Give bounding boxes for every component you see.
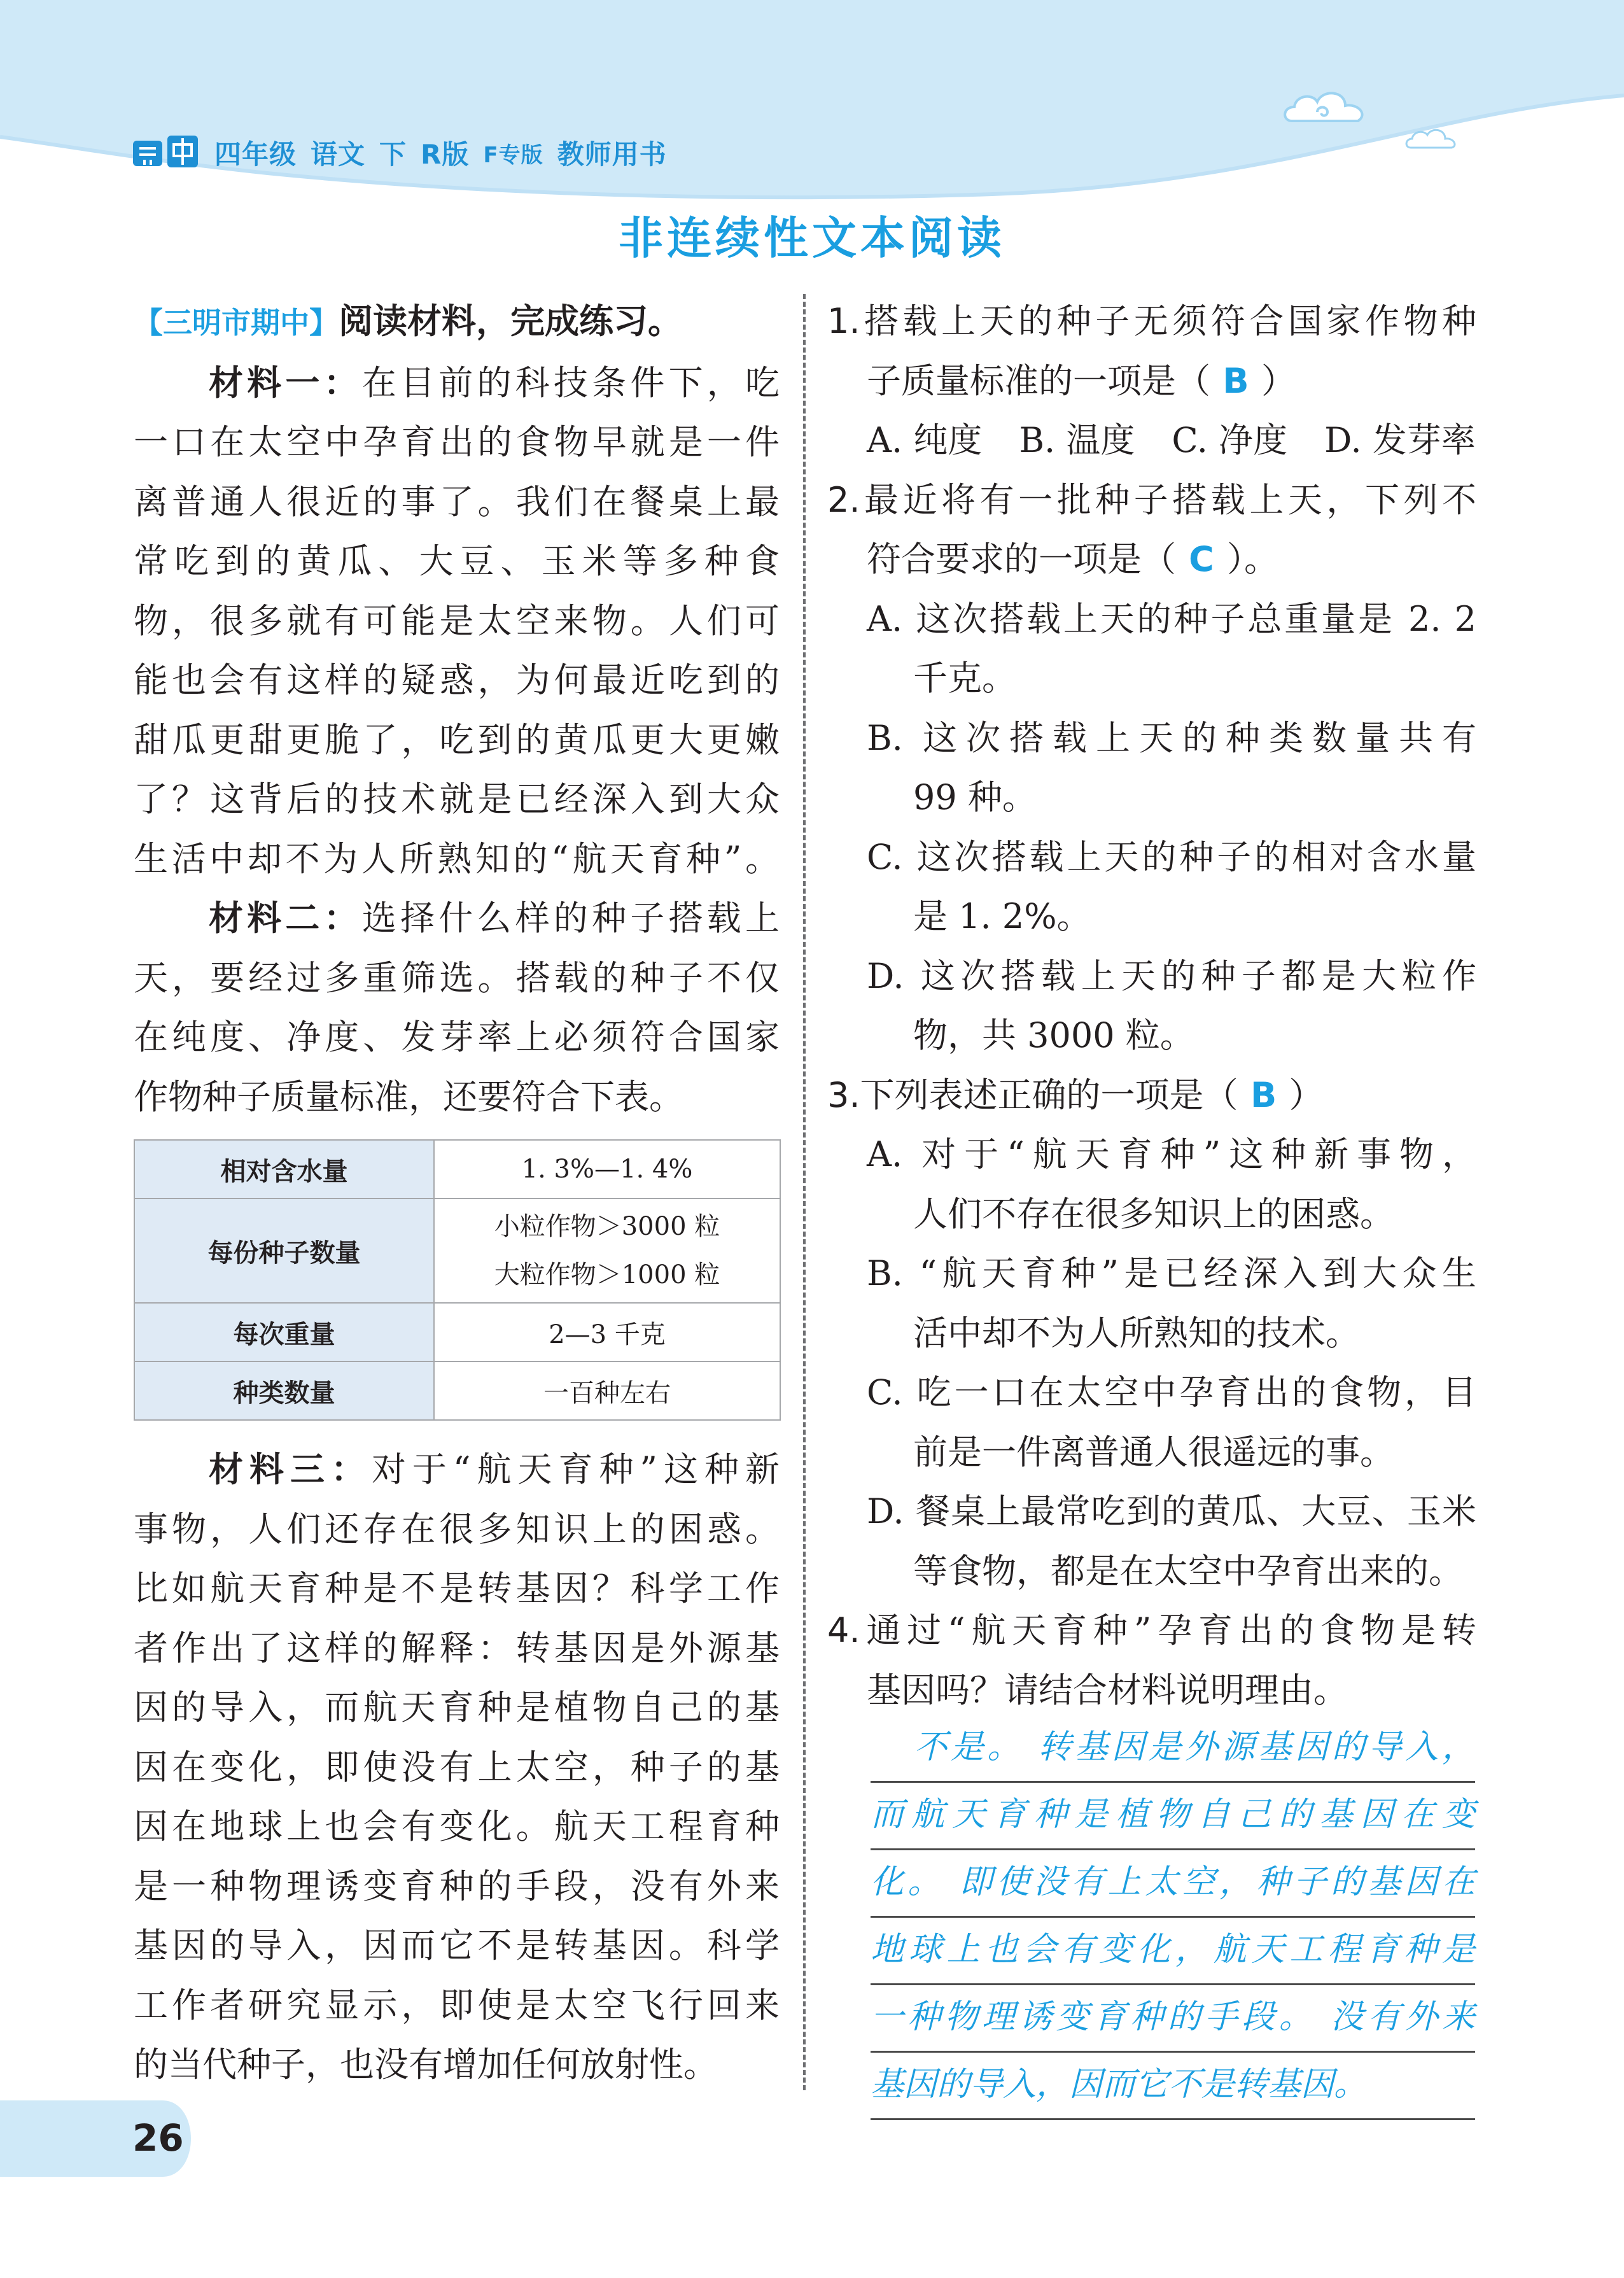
question-4-stem: 基因吗？请结合材料说明理由。 bbox=[867, 1670, 1348, 1710]
special-edition-label: F专版 bbox=[483, 142, 543, 168]
table-row bbox=[134, 1361, 780, 1420]
table-row bbox=[134, 1140, 780, 1199]
seed-standard-table bbox=[134, 1139, 781, 1421]
material1-line: 常吃到的黄瓜、大豆、玉米等多种食 bbox=[134, 541, 780, 581]
material1-line: 了？这背后的技术就是已经深入到大众 bbox=[134, 779, 780, 819]
option-c: C. 吃一口在太空中孕育出的食物，目 bbox=[867, 1372, 1476, 1412]
option-c: C. 净度 bbox=[1172, 420, 1288, 460]
material3-line: 者作出了这样的解释：转基因是外源基 bbox=[134, 1628, 780, 1668]
volume-label: 下 bbox=[379, 139, 407, 170]
option-d: D. 这次搭载上天的种子都是大粒作 bbox=[867, 955, 1476, 996]
question-2-stem: 符合要求的一项是（ C ）。 bbox=[827, 530, 1476, 589]
option-a: A. 纯度 bbox=[867, 420, 983, 460]
material3-line: 事物，人们还存在很多知识上的困惑。 bbox=[134, 1508, 780, 1549]
material1-line: 生活中却不为人所熟知的“航天育种”。 bbox=[134, 838, 780, 879]
option-c: 前是一件离普通人很遥远的事。 bbox=[913, 1431, 1394, 1472]
material3-line: 因的导入，而航天育种是植物自己的基 bbox=[134, 1687, 780, 1727]
material1-label: 材料一： bbox=[209, 362, 362, 403]
option-b: B. “航天育种”是已经深入到大众生 bbox=[867, 1253, 1476, 1293]
material3-line: 比如航天育种是不是转基因？科学工作 bbox=[134, 1568, 780, 1608]
table-value-cell: 小粒作物＞3000 粒 大粒作物＞1000 粒 bbox=[434, 1199, 780, 1303]
page-title: 非连续性文本阅读 bbox=[619, 212, 1005, 264]
material2-line: 作物种子质量标准，还要符合下表。 bbox=[134, 1076, 683, 1117]
material1-line: 一口在太空中孕育出的食物早就是一件 bbox=[134, 422, 780, 462]
option-d: D. 餐桌上最常吃到的黄瓜、大豆、玉米 bbox=[867, 1491, 1476, 1531]
question-2-stem: 2.最近将有一批种子搭载上天，下列不 bbox=[827, 479, 1476, 520]
table-value-cell: 1. 3%—1. 4% bbox=[434, 1140, 780, 1199]
source-tag: 【三明市期中】 bbox=[134, 306, 339, 340]
subject-label: 语文 bbox=[311, 139, 366, 170]
reading-materials bbox=[134, 292, 780, 1127]
option-a: A. 这次搭载上天的种子总重量是 2. 2 bbox=[867, 598, 1476, 639]
option-b: B. 温度 bbox=[1019, 420, 1135, 460]
table-header-cell: 相对含水量 bbox=[134, 1140, 434, 1199]
question-1-options bbox=[827, 411, 1476, 470]
table-header-cell: 每份种子数量 bbox=[134, 1199, 434, 1303]
book-type-label: 教师用书 bbox=[557, 139, 667, 170]
material3-line: 工作者研究显示，即使是太空飞行回来 bbox=[134, 1985, 780, 2025]
option-a: A. 对于“航天育种”这种新事物， bbox=[867, 1134, 1476, 1174]
question-4-stem: 4.通过“航天育种”孕育出的食物是转 bbox=[827, 1610, 1476, 1650]
question-3-stem: 3.下列表述正确的一项是（ B ） bbox=[827, 1065, 1476, 1125]
answer-3: B bbox=[1250, 1074, 1277, 1115]
answer-line: 化。 即使没有上太空，种子的基因在 bbox=[871, 1850, 1475, 1918]
material1-line: 离普通人很近的事了。我们在餐桌上最 bbox=[134, 481, 780, 522]
cloud-icon bbox=[1403, 122, 1460, 154]
page-number: 26 bbox=[132, 2116, 184, 2160]
material3-line: 因在地球上也会有变化。航天工程育种 bbox=[134, 1806, 780, 1846]
option-d: D. 发芽率 bbox=[1324, 420, 1476, 460]
question-4-answer bbox=[871, 1715, 1475, 2120]
answer-1: B bbox=[1222, 360, 1249, 401]
option-c: 是 1. 2%。 bbox=[913, 896, 1091, 936]
option-a: 千克。 bbox=[913, 658, 1016, 698]
option-b: 99 种。 bbox=[913, 777, 1037, 817]
answer-line: 一种物理诱变育种的手段。 没有外来 bbox=[871, 1985, 1475, 2053]
option-a: 人们不存在很多知识上的困惑。 bbox=[913, 1193, 1394, 1234]
question-1-stem: 1.搭载上天的种子无须符合国家作物种 bbox=[827, 301, 1476, 341]
grade-label: 四年级 bbox=[214, 139, 297, 170]
cloud-icon bbox=[1279, 81, 1375, 132]
material1-line: 材料一：在目前的科技条件下，吃 bbox=[209, 362, 780, 403]
material3-line: 的当代种子，也没有增加任何放射性。 bbox=[134, 2044, 718, 2085]
material1-line: 能也会有这样的疑惑，为何最近吃到的 bbox=[134, 660, 780, 700]
intro-line bbox=[134, 292, 780, 353]
option-b: B. 这次搭载上天的种类数量共有 bbox=[867, 717, 1476, 758]
material2-line: 天，要经过多重筛选。搭载的种子不仅 bbox=[134, 957, 780, 998]
option-b: 活中却不为人所熟知的技术。 bbox=[913, 1312, 1360, 1353]
answer-line: 地球上也会有变化，航天工程育种是 bbox=[871, 1918, 1475, 1985]
table-value-cell: 一百种左右 bbox=[434, 1361, 780, 1420]
question-1-stem: 子质量标准的一项是（ B ） bbox=[827, 351, 1476, 411]
material2-label: 材料二： bbox=[209, 898, 362, 938]
material1-line: 物，很多就有可能是太空来物。人们可 bbox=[134, 600, 780, 641]
table-row bbox=[134, 1199, 780, 1303]
material3-line: 材料三：对于“航天育种”这种新 bbox=[209, 1449, 780, 1489]
header-banner bbox=[0, 0, 1624, 210]
answer-line: 而航天育种是植物自己的基因在变 bbox=[871, 1783, 1475, 1850]
table-header-cell: 种类数量 bbox=[134, 1361, 434, 1420]
material3-line: 是一种物理诱变育种的手段，没有外来 bbox=[134, 1866, 780, 1906]
option-d: 等食物，都是在太空中孕育出来的。 bbox=[913, 1550, 1463, 1591]
material1-line: 甜瓜更甜更脆了，吃到的黄瓜更大更嫩 bbox=[134, 719, 780, 760]
material3-line: 因在变化，即使没有上太空，种子的基 bbox=[134, 1747, 780, 1787]
table-row bbox=[134, 1303, 780, 1361]
dianzhong-logo-icon bbox=[130, 132, 200, 174]
material2-line: 材料二：选择什么样的种子搭载上 bbox=[209, 898, 780, 938]
questions bbox=[827, 292, 1476, 1720]
instruction-text: 阅读材料，完成练习。 bbox=[339, 301, 682, 341]
answer-line: 基因的导入，因而它不是转基因。 bbox=[871, 2053, 1475, 2120]
material3-line: 基因的导入，因而它不是转基因。科学 bbox=[134, 1925, 780, 1965]
table-value-cell: 2—3 千克 bbox=[434, 1303, 780, 1361]
material3 bbox=[134, 1440, 780, 2095]
column-divider bbox=[803, 294, 806, 2090]
material2-line: 在纯度、净度、发芽率上必须符合国家 bbox=[134, 1017, 780, 1057]
option-d: 物，共 3000 粒。 bbox=[913, 1015, 1194, 1055]
material3-label: 材料三： bbox=[209, 1449, 372, 1489]
answer-2: C bbox=[1189, 539, 1214, 579]
option-c: C. 这次搭载上天的种子的相对含水量 bbox=[867, 836, 1476, 877]
book-brand bbox=[130, 130, 667, 175]
answer-line: 不是。 转基因是外源基因的导入， bbox=[871, 1715, 1475, 1783]
table-header-cell: 每次重量 bbox=[134, 1303, 434, 1361]
edition-label: R版 bbox=[421, 139, 470, 170]
